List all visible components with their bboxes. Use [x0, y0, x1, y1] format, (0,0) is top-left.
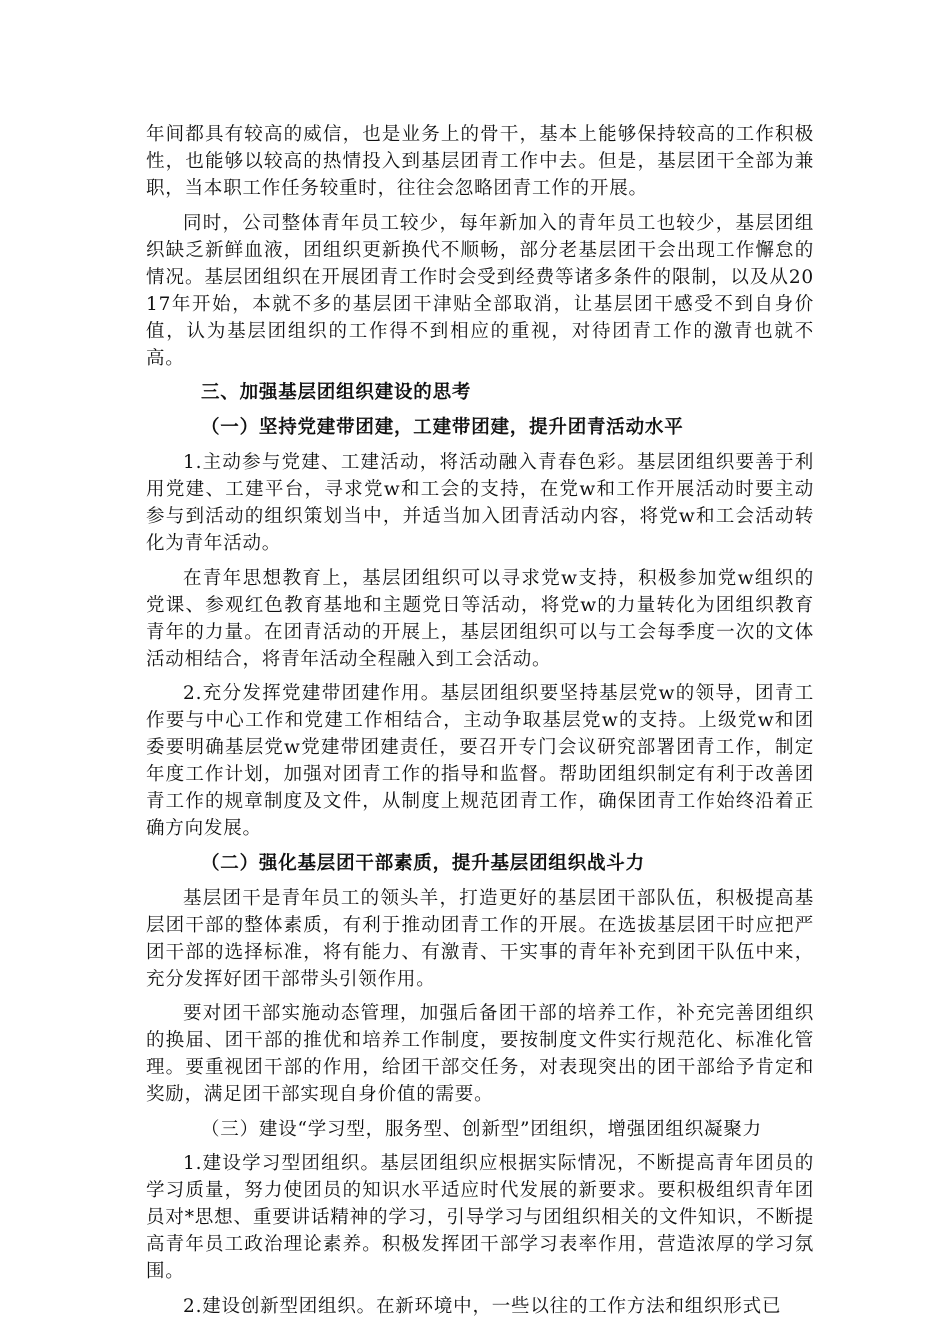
- paragraph-item-1-1: 1.主动参与党建、工建活动，将活动融入青春色彩。基层团组织要善于利用党建、工建平台，寻求党w和工会的支持，在党w和工作开展活动时要主动参与到活动的组织策划当中，并适当加入团青活动内容，将党w和工会活动转化为青年活动。: [146, 452, 814, 554]
- paragraph-youth-education: 在青年思想教育上，基层团组织可以寻求党w支持，积极参加党w组织的党课、参观红色教育基地和主题党日等活动，将党w的力量转化为团组织教育青年的力量。在团青活动的开展上，基层团组织可以与工会每季度一次的文体活动相结合，将青年活动全程融入到工会活动。: [146, 567, 814, 670]
- section-heading-3: 三、加强基层团组织建设的思考: [201, 382, 472, 403]
- paragraph-item-3-1: 1.建设学习型团组织。基层团组织应根据实际情况，不断提高青年团员的学习质量，努力使团员的知识水平适应时代发展的新要求。要积极组织青年团员对*思想、重要讲话精神的学习，引导学习与团组织相关的文件知识，不断提高青年员工政治理论素养。积极发挥团干部学习表率作用，营造浓厚的学习氛围。: [146, 1153, 814, 1282]
- document-body: [146, 121, 814, 1327]
- paragraph-cadre-quality: 基层团干是青年员工的领头羊，打造更好的基层团干部队伍，积极提高基层团干部的整体素质，有利于推动团青工作的开展。在选拔基层团干时应把严团干部的选择标准，将有能力、有激青、干实事的青年补充到团干队伍中来，充分发挥好团干部带头引领作用。: [146, 887, 814, 990]
- paragraph-youth-staff: 同时，公司整体青年员工较少，每年新加入的青年员工也较少，基层团组织缺乏新鲜血液，团组织更新换代不顺畅，部分老基层团干会出现工作懈怠的情况。基层团组织在开展团青工作时会受到经费等诸多条件的限制，以及从2017年开始，本就不多的基层团干津贴全部取消，让基层团干感受不到自身价值，认为基层团组织的工作得不到相应的重视，对待团青工作的激青也就不高。: [146, 212, 814, 369]
- subsection-heading-3: （三）建设“学习型，服务型、创新型”团组织，增强团组织凝聚力: [201, 1118, 762, 1140]
- paragraph-cadre-management: 要对团干部实施动态管理，加强后备团干部的培养工作，补充完善团组织的换届、团干部的推优和培养工作制度，要按制度文件实行规范化、标准化管理。要重视团干部的作用，给团干部交任务，对表现突出的团干部给予肯定和奖励，满足团干部实现自身价值的需要。: [146, 1003, 814, 1105]
- paragraph-item-3-2: 2.建设创新型团组织。在新环境中，一些以往的工作方法和组织形式已: [183, 1295, 782, 1317]
- paragraph-continuation: 年间都具有较高的威信，也是业务上的骨干，基本上能够保持较高的工作积极性，也能够以较高的热情投入到基层团青工作中去。但是，基层团干全部为兼职，当本职工作任务较重时，往往会忽略团青工作的开展。: [146, 124, 814, 199]
- subsection-heading-1: （一）坚持党建带团建，工建带团建，提升团青活动水平: [201, 417, 684, 438]
- paragraph-item-1-2: 2.充分发挥党建带团建作用。基层团组织要坚持基层党w的领导，团青工作要与中心工作和党建工作相结合，主动争取基层党w的支持。上级党w和团委要明确基层党w党建带团建责任，要召开专门会议研究部署团青工作，制定年度工作计划，加强对团青工作的指导和监督。帮助团组织制定有利于改善团青工作的规章制度及文件，从制度上规范团青工作，确保团青工作始终沿着正确方向发展。: [146, 683, 814, 839]
- subsection-heading-2: （二）强化基层团干部素质，提升基层团组织战斗力: [201, 852, 645, 874]
